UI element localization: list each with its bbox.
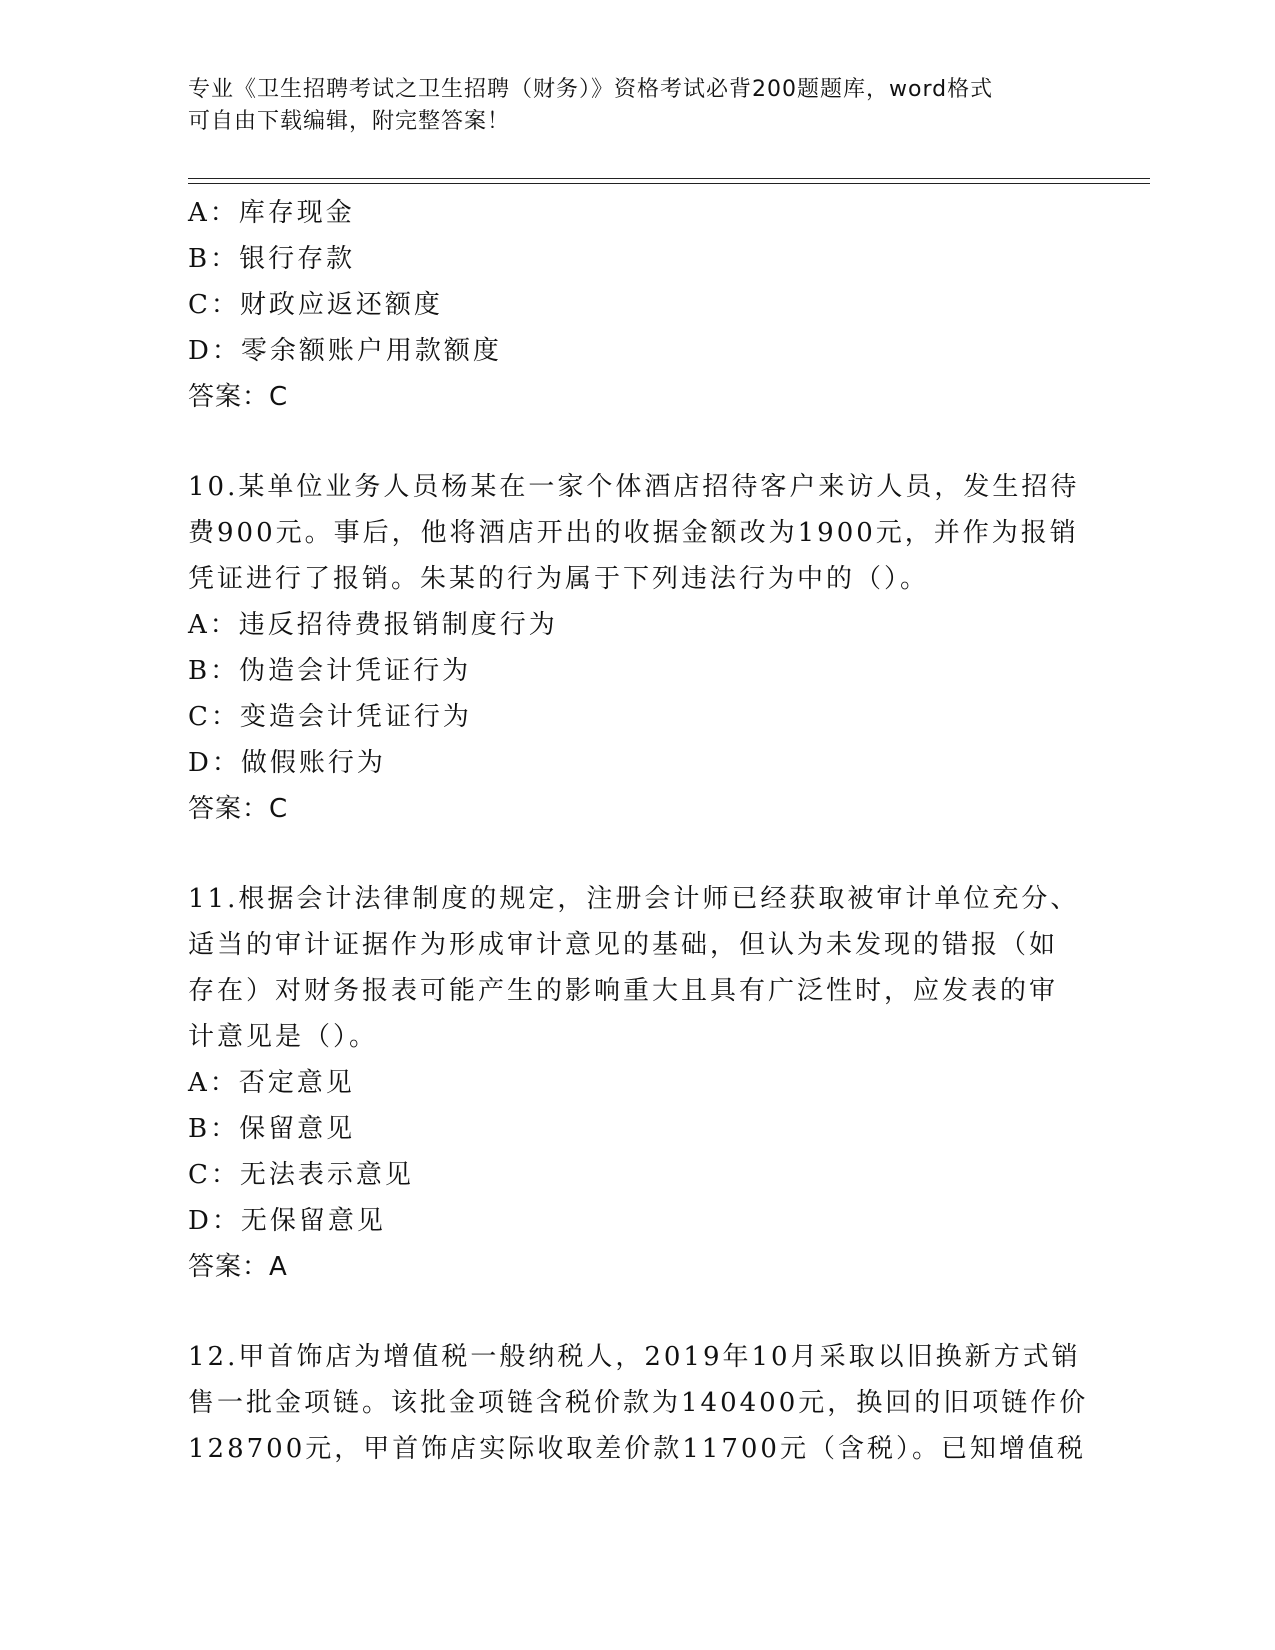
answer: 答案：C xyxy=(188,794,289,824)
stem-line: 费900元。事后，他将酒店开出的收据金额改为1900元，并作为报销 xyxy=(188,518,1079,548)
option-d: D：零余额账户用款额度 xyxy=(188,336,502,366)
question-12 xyxy=(188,1334,1088,1472)
stem-line: 12.甲首饰店为增值税一般纳税人，2019年10月采取以旧换新方式销 xyxy=(188,1342,1081,1372)
question-11 xyxy=(188,876,1088,1290)
document-header xyxy=(188,74,1068,138)
stem-line: 售一批金项链。该批金项链含税价款为140400元，换回的旧项链作价 xyxy=(188,1388,1089,1418)
option-c: C：无法表示意见 xyxy=(188,1160,414,1190)
option-d: D：做假账行为 xyxy=(188,748,386,778)
stem-line: 凭证进行了报销。朱某的行为属于下列违法行为中的（）。 xyxy=(188,564,930,594)
question-10 xyxy=(188,464,1088,832)
stem-line: 存在）对财务报表可能产生的影响重大且具有广泛性时，应发表的审 xyxy=(188,976,1059,1006)
option-b: B：伪造会计凭证行为 xyxy=(188,656,472,686)
option-c: C：财政应返还额度 xyxy=(188,290,443,320)
question-9 xyxy=(188,190,1088,420)
option-c: C：变造会计凭证行为 xyxy=(188,702,472,732)
question-stem xyxy=(188,464,1088,602)
header-rule-top xyxy=(188,178,1150,179)
spacer xyxy=(188,832,1088,876)
header-line-2: 可自由下载编辑，附完整答案！ xyxy=(188,109,511,134)
option-b: B：保留意见 xyxy=(188,1114,356,1144)
question-stem xyxy=(188,1334,1088,1472)
question-stem xyxy=(188,876,1088,1060)
option-a: A：违反招待费报销制度行为 xyxy=(188,610,558,640)
question-content xyxy=(188,190,1088,1472)
stem-line: 128700元，甲首饰店实际收取差价款11700元（含税）。已知增值税 xyxy=(188,1434,1086,1464)
stem-line: 10.某单位业务人员杨某在一家个体酒店招待客户来访人员，发生招待 xyxy=(188,472,1080,502)
option-a: A：库存现金 xyxy=(188,198,355,228)
header-rule-bottom xyxy=(188,183,1150,184)
stem-line: 11.根据会计法律制度的规定，注册会计师已经获取被审计单位充分、 xyxy=(188,884,1080,914)
answer: 答案：A xyxy=(188,1252,288,1282)
answer: 答案：C xyxy=(188,382,289,412)
option-d: D：无保留意见 xyxy=(188,1206,386,1236)
stem-line: 计意见是（）。 xyxy=(188,1022,379,1052)
option-b: B：银行存款 xyxy=(188,244,356,274)
spacer xyxy=(188,1290,1088,1334)
spacer xyxy=(188,420,1088,464)
option-a: A：否定意见 xyxy=(188,1068,355,1098)
header-line-1: 专业《卫生招聘考试之卫生招聘（财务）》资格考试必背200题题库，word格式 xyxy=(188,77,994,102)
stem-line: 适当的审计证据作为形成审计意见的基础，但认为未发现的错报（如 xyxy=(188,930,1059,960)
